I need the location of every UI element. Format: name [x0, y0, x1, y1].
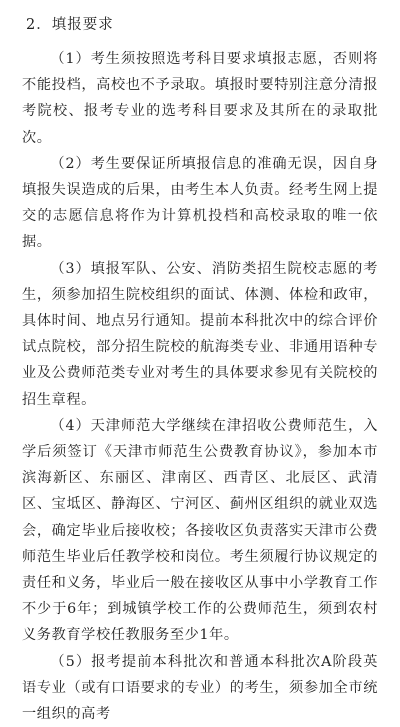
paragraph-1: （1）考生须按照选考科目要求填报志愿，否则将不能投档，高校也不予录取。填报时要特别注意分清报考院校、报考专业的选考科目要求及其所在的录取批次。 — [22, 51, 378, 146]
paragraph-5: （5）报考提前本科批次和普通本科批次A阶段英语专业（或有口语要求的专业）的考生，须参加全市统一组织的高考 — [22, 653, 378, 723]
paragraph-2: （2）考生要保证所填报信息的准确无误，因自身填报失误造成的后果，由考生本人负责。经考生网上提交的志愿信息将作为计算机投档和高校录取的唯一依据。 — [22, 155, 378, 251]
section-heading: 2．填报要求 — [26, 17, 114, 33]
paragraph-3: （3）填报军队、公安、消防类招生院校志愿的考生，须参加招生院校组织的面试、体测、体检和政审，具体时间、地点另行通知。提前本科批次中的综合评价试点院校，部分招生院校的航海类专业、非通用语种专业及公费师范类专业对考生的具体要求参见有关院校的招生章程。 — [22, 260, 378, 408]
paragraph-4: （4）天津师范大学继续在津招收公费师范生，入学后须签订《天津市师范生公费教育协议》，参加本市滨海新区、东丽区、津南区、西青区、北辰区、武清区、宝坻区、静海区、宁河区、蓟州区组织的就业双选会，确定毕业后接收校；各接收区负责落实天津市公费师范生毕业后任教学校和岗位。考生须履行协议规定的责任和义务，毕业后一般在接收区从事中小学教育工作不少于6年；到城镇学校工作的公费师范生，须到农村义务教育学校任教服务至少1年。 — [22, 417, 378, 644]
